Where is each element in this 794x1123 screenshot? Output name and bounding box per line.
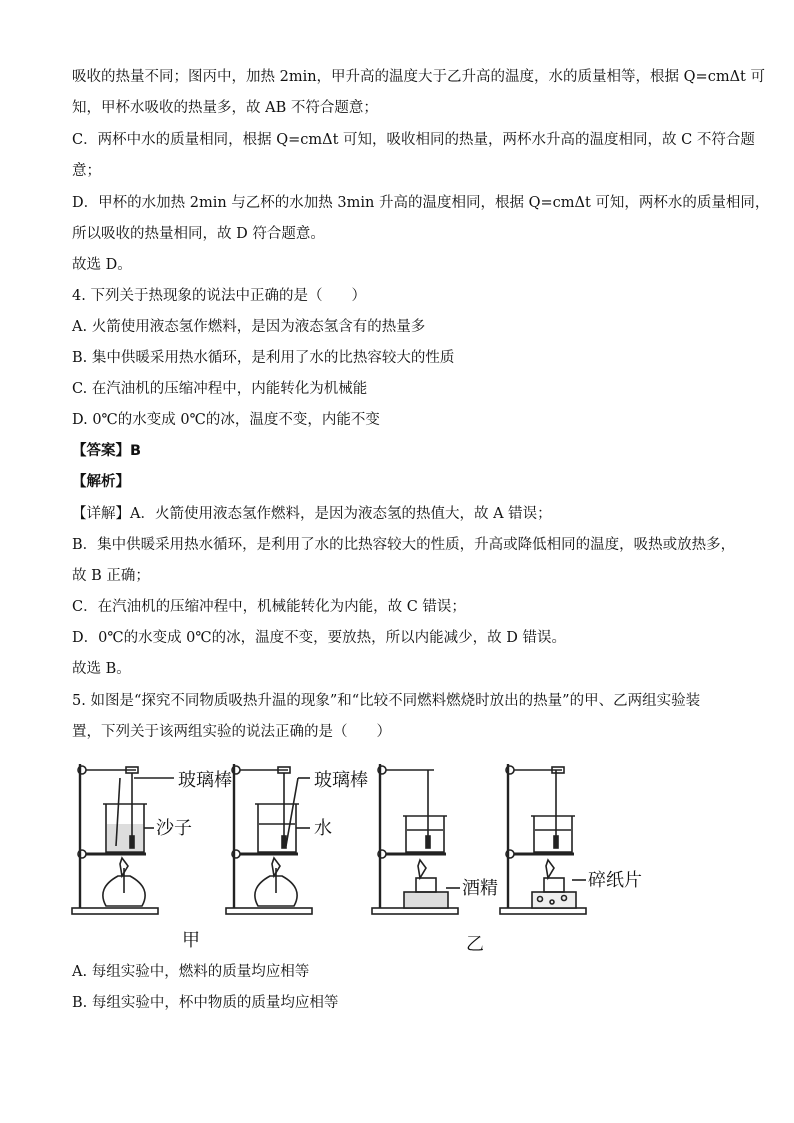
label-paper-scraps: 碎纸片 [588,870,642,891]
experiment-figure [66,748,696,958]
text-line: 故选 D。 [72,257,132,273]
label-group-jia: 甲 [182,930,200,951]
option-a: A. 火箭使用液态氢作燃料，是因为液态氢含有的热量多 [72,319,426,335]
setup-sand [72,764,174,914]
text-line: 故选 B。 [72,661,131,677]
setup-paper [500,764,586,914]
label-glass-rod-2: 玻璃棒 [314,770,368,791]
text-line: B．集中供暖采用热水循环，是利用了水的比热容较大的性质，升高或降低相同的温度，吸热或放热多， [72,537,736,553]
text-line: D．0℃的水变成 0℃的冰，温度不变，要放热，所以内能减少，故 D 错误。 [72,630,566,646]
text-line: 吸收的热量不同；图丙中，加热 2min，甲升高的温度大于乙升高的温度，水的质量相等，根据 Q=cmΔt 可 [72,69,765,85]
label-glass-rod-1: 玻璃棒 [178,770,232,791]
text-line: 【详解】A．火箭使用液态氢作燃料，是因为液态氢的热值大，故 A 错误； [72,506,552,522]
answer-tag: 【答案】B [72,443,142,459]
label-sand: 沙子 [156,818,192,839]
option-c: C. 在汽油机的压缩冲程中，内能转化为机械能 [72,381,368,397]
option-b: B. 集中供暖采用热水循环，是利用了水的比热容较大的性质 [72,350,455,366]
text-line: 置，下列关于该两组实验的说法正确的是（ ） [72,724,391,740]
text-line: 故 B 正确； [72,568,150,584]
text-line: C．在汽油机的压缩冲程中，机械能转化为内能，故 C 错误； [72,599,466,615]
label-group-yi: 乙 [466,934,484,955]
question-5-stem: 5. 如图是“探究不同物质吸热升温的现象”和“比较不同燃料燃烧时放出的热量”的甲、乙两组实验装 [72,693,701,709]
label-alcohol: 酒精 [462,878,498,899]
q5-option-b: B. 每组实验中，杯中物质的质量均应相等 [72,995,339,1011]
text-line: 意； [72,163,101,179]
text-line: C．两杯中水的质量相同，根据 Q=cmΔt 可知，吸收相同的热量，两杯水升高的温度相同，故 C 不符合题 [72,132,755,148]
question-4-stem: 4. 下列关于热现象的说法中正确的是（ ） [72,288,366,304]
text-line: 知，甲杯水吸收的热量多，故 AB 不符合题意； [72,100,378,116]
text-line: 所以吸收的热量相同，故 D 符合题意。 [72,226,325,242]
option-d: D. 0℃的水变成 0℃的冰，温度不变，内能不变 [72,412,380,428]
label-water: 水 [314,818,332,839]
setup-alcohol [372,764,460,914]
text-line: D．甲杯的水加热 2min 与乙杯的水加热 3min 升高的温度相同，根据 Q=cmΔt 可知，两杯水的质量相同， [72,195,770,211]
setup-water [226,764,312,914]
q5-option-a: A. 每组实验中，燃料的质量均应相等 [72,964,310,980]
analysis-tag: 【解析】 [72,474,130,490]
